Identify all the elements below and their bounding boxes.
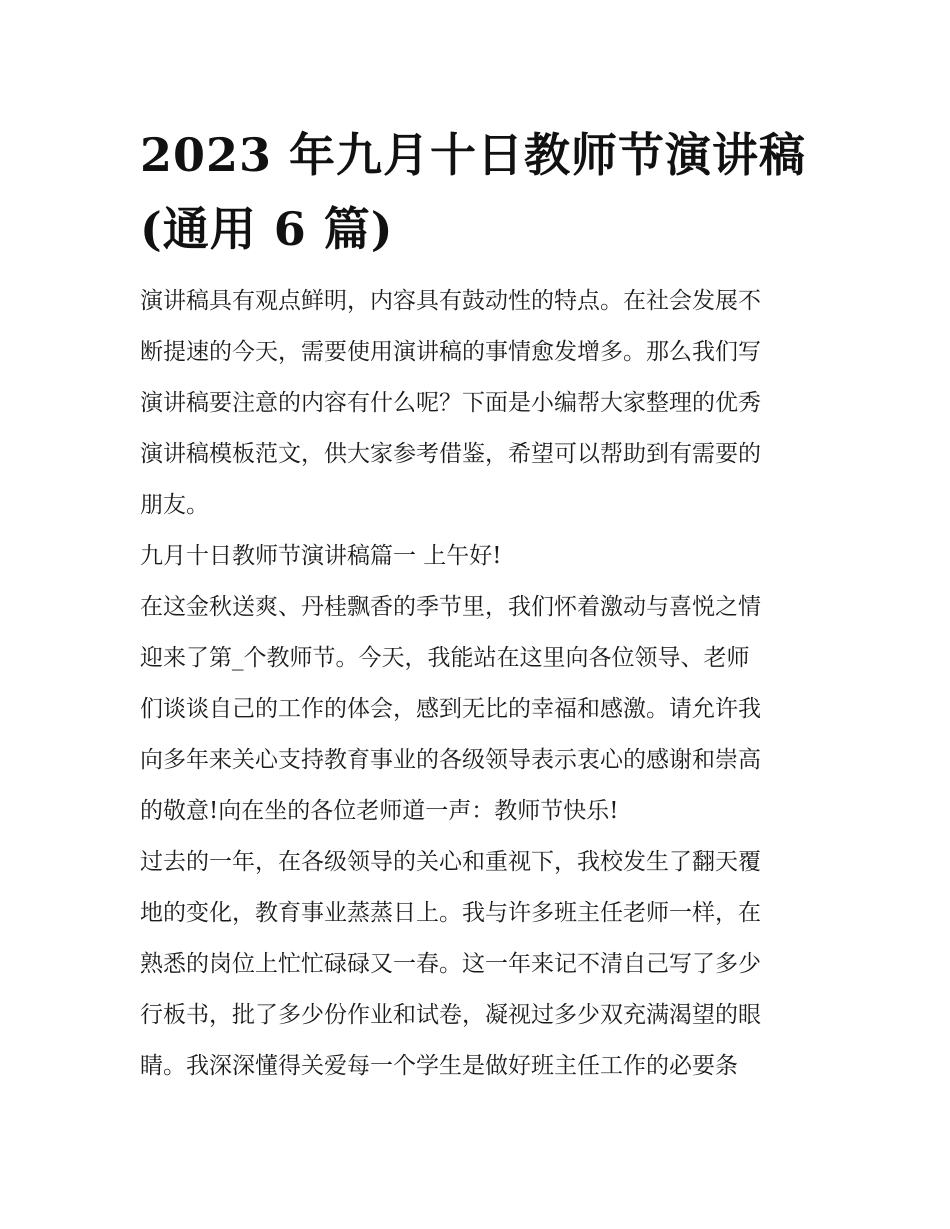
text-line: 熟悉的岗位上忙忙碌碌又一春。这一年来记不清自己写了多少 xyxy=(140,951,761,977)
intro-paragraph xyxy=(140,276,820,531)
text-line: 的敬意!向在坐的各位老师道一声：教师节快乐! xyxy=(140,798,619,824)
document-body xyxy=(140,276,820,1092)
text-line: 们谈谈自己的工作的体会，感到无比的幸福和感激。请允许我 xyxy=(140,696,761,722)
title-line-2: (通用 6 篇) xyxy=(140,202,394,256)
text-line: 演讲稿要注意的内容有什么呢？下面是小编帮大家整理的优秀 xyxy=(140,390,761,416)
text-line: 演讲稿具有观点鲜明，内容具有鼓动性的特点。在社会发展不 xyxy=(140,288,761,314)
text-line: 朋友。 xyxy=(140,492,209,518)
text-line: 行板书，批了多少份作业和试卷，凝视过多少双充满渴望的眼 xyxy=(140,1002,761,1028)
text-line: 断提速的今天，需要使用演讲稿的事情愈发增多。那么我们写 xyxy=(140,339,761,365)
text-line: 地的变化，教育事业蒸蒸日上。我与许多班主任老师一样，在 xyxy=(140,900,761,926)
text-line: 睛。我深深懂得关爱每一个学生是做好班主任工作的必要条 xyxy=(140,1053,738,1079)
text-line: 演讲稿模板范文，供大家参考借鉴，希望可以帮助到有需要的 xyxy=(140,441,761,467)
text-line: 向多年来关心支持教育事业的各级领导表示衷心的感谢和崇高 xyxy=(140,747,761,773)
section-heading xyxy=(140,531,820,582)
document-title xyxy=(140,118,820,266)
text-line: 九月十日教师节演讲稿篇一 上午好! xyxy=(140,543,502,569)
body-paragraph xyxy=(140,837,820,1092)
text-line: 在这金秋送爽、丹桂飘香的季节里，我们怀着激动与喜悦之情 xyxy=(140,594,761,620)
text-line: 过去的一年，在各级领导的关心和重视下，我校发生了翻天覆 xyxy=(140,849,761,875)
body-paragraph xyxy=(140,582,820,837)
text-line: 迎来了第_个教师节。今天，我能站在这里向各位领导、老师 xyxy=(140,645,750,671)
title-line-1: 2023 年九月十日教师节演讲稿 xyxy=(140,128,807,182)
